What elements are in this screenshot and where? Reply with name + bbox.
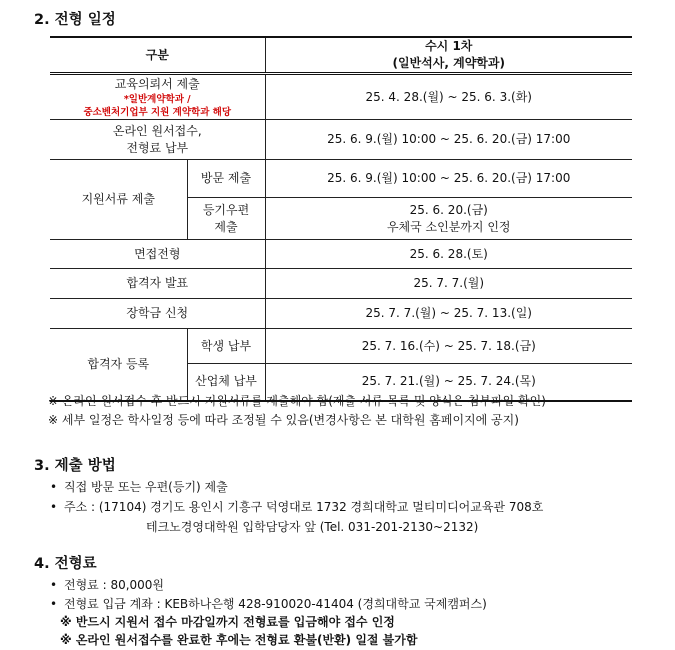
table-row: [50, 299, 632, 329]
row-value: 25. 6. 28.(토): [409, 246, 488, 261]
table-row: [50, 160, 632, 198]
fee-note-2: ※ 온라인 원서접수를 완료한 후에는 전형료 환불(반환) 일절 불가함: [60, 633, 418, 647]
row-value: [265, 198, 632, 240]
header-category: 구분: [50, 37, 265, 74]
list-item: • 전형료 입금 계좌 : KEB하나은행 428-910020-41404 (경희대학교 국제캠퍼스): [50, 597, 487, 611]
row-value: 25. 7. 21.(월) ~ 25. 7. 24.(목): [361, 374, 536, 389]
list-item-text: 전형료 입금 계좌 : KEB하나은행 428-910020-41404 (경희대학교 국제캠퍼스): [64, 597, 487, 611]
section-3-title: 3. 제출 방법: [34, 458, 116, 474]
table-row: [50, 74, 632, 120]
row-sub-label-line1: 등기우편: [202, 202, 250, 217]
row-sub-label: 방문 제출: [187, 160, 265, 198]
list-item-text: 직접 방문 또는 우편(등기) 제출: [64, 480, 228, 494]
row-label-main: 교육의뢰서 제출: [114, 76, 200, 91]
fee-note-1: ※ 반드시 지원서 접수 마감일까지 전형료를 입금해야 접수 인정: [60, 615, 395, 629]
section-4-title: 4. 전형료: [34, 556, 97, 572]
row-sub-label: 학생 납부: [187, 329, 265, 364]
table-row: [50, 329, 632, 364]
header-round-line1: 수시 1차: [425, 39, 473, 53]
row-value: 25. 7. 16.(수) ~ 25. 7. 18.(금): [361, 338, 536, 353]
list-item: • 직접 방문 또는 우편(등기) 제출: [50, 480, 228, 494]
row-label: 합격자 발표: [50, 269, 265, 299]
row-label-line1: 온라인 원서접수,: [112, 123, 202, 138]
list-item-text: 전형료 : 80,000원: [64, 578, 165, 592]
row-label-line2: 전형료 납부: [126, 140, 189, 155]
row-group-label: 합격자 등록: [50, 329, 187, 401]
row-value-line2: 우체국 소인분까지 인정: [386, 219, 511, 234]
schedule-table: [50, 36, 632, 402]
row-label: [50, 74, 265, 120]
table-row: [50, 120, 632, 160]
row-label-note2: 중소벤처기업부 지원 계약학과 해당: [83, 106, 232, 118]
list-item: • 전형료 : 80,000원: [50, 578, 165, 592]
schedule-note-1: ※ 온라인 원서접수 후 반드시 지원서류를 제출해야 함(제출 서류 목록 및 양식은 첨부파일 확인): [48, 394, 546, 408]
row-value: 25. 7. 7.(월) ~ 25. 7. 13.(일): [365, 306, 532, 320]
schedule-note-2: ※ 세부 일정은 학사일정 등에 따라 조정될 수 있음(변경사항은 본 대학원 홈페이지에 공지): [48, 413, 519, 427]
row-value: 25. 6. 9.(월) 10:00 ~ 25. 6. 20.(금) 17:00: [327, 171, 571, 185]
table-row: [50, 269, 632, 299]
row-label-note1: *일반계약학과 /: [123, 93, 191, 105]
row-group-label: 지원서류 제출: [50, 160, 187, 240]
row-sub-label-line2: 제출: [214, 219, 238, 234]
header-round-line2: (일반석사, 계약학과): [392, 56, 505, 70]
row-value: 25. 4. 28.(월) ~ 25. 6. 3.(화): [365, 89, 532, 104]
row-sub-label: [187, 198, 265, 240]
list-item-text: 주소 : (17104) 경기도 용인시 기흥구 덕영대로 1732 경희대학교 멀티미디어교육관 708호: [64, 500, 544, 514]
section-2-title: 2. 전형 일정: [34, 12, 116, 28]
list-item: • 주소 : (17104) 경기도 용인시 기흥구 덕영대로 1732 경희대학교 멀티미디어교육관 708호: [50, 500, 544, 514]
table-header-row: [50, 37, 632, 74]
row-value-line1: 25. 6. 20.(금): [409, 202, 488, 217]
row-value: 25. 7. 7.(월): [413, 276, 485, 290]
table-row: [50, 240, 632, 269]
header-round: [265, 37, 632, 74]
address-continuation: 테크노경영대학원 입학담당자 앞 (Tel. 031-201-2130~2132): [146, 520, 479, 534]
row-label: 장학금 신청: [50, 299, 265, 329]
row-label: [50, 120, 265, 160]
row-sub-label: 산업체 납부: [187, 364, 265, 401]
row-label: 면접전형: [50, 240, 265, 269]
row-value: 25. 6. 9.(월) 10:00 ~ 25. 6. 20.(금) 17:00: [327, 132, 571, 146]
